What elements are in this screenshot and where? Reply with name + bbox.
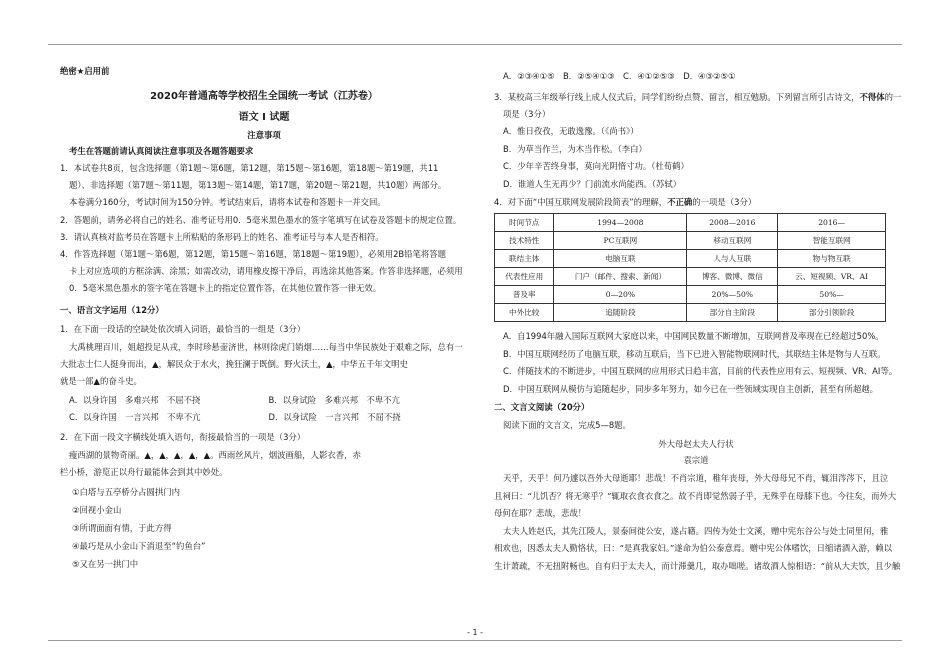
exam-subtitle: 语文 I 试题: [238, 112, 290, 123]
right-column: [494, 66, 902, 576]
notes-list: [60, 160, 468, 298]
sentence-item: ⑤又在另一拱门中: [72, 558, 139, 569]
table-row: [495, 304, 886, 322]
option-b: B．为草当作兰，为木当作松。（李白）: [503, 143, 647, 154]
table-cell: PC互联网: [554, 232, 687, 250]
essay-line: 生计萧疏，不无扭附畅也。自有归于太夫人，而计滞羹几，取办咄嗟。诸故酒人惊相语：“前从大夫饮，且少触: [494, 560, 901, 571]
table-cell: 智能互联网: [778, 232, 886, 250]
question-3-options: [494, 123, 898, 193]
note-line: 2．答题前，请务必将自己的姓名、准考证号用0．5毫米黑色墨水的签字笔填写在试卷及答题卡的规定位置。: [60, 214, 462, 225]
table-cell: 博客、微博、微信: [687, 268, 778, 286]
note-line: 3．请认真核对监考员在答题卡上所粘贴的条形码上的姓名、准考证号与本人是否相符。: [60, 231, 384, 242]
page-number: - 1 -: [467, 628, 483, 637]
table-cell: 门户（邮件、搜索、新闻）: [554, 268, 687, 286]
essay-line: 相欢也，因悉太夫人勤恪状，曰：“是真我家妇。”遂命为伯公泰意焉。赠中宪公体嗜饮，日缩诸酒入游，赖以: [494, 543, 892, 554]
table-cell: 追随阶段: [554, 304, 687, 322]
passage-line: 栏小桥，游览正以舟行最能体会到其中妙处。: [60, 466, 228, 477]
top-rule: [48, 44, 902, 45]
essay-line: 天乎，天乎！何乃遽以吾外大母逝耶！悲哉！不肖宗道，稚年丧母，外大母母兄不肖，辄泪涔涔下，且泣: [503, 473, 889, 483]
internet-stage-table: [494, 213, 886, 322]
essay-body: [494, 470, 901, 576]
table-cell: 时间节点: [495, 214, 554, 232]
passage-line: 大批志士仁人挺身而出，▲，解民众于水火，挽狂澜于既倒。野火沃土，▲，中华五千年文明史: [60, 358, 408, 369]
option-a: A．以身许国 多难兴邦 不屈不挠: [69, 394, 201, 405]
note-line: 卡上对应选项的方框涂满、涂黑；如需改动，请用橡皮擦干净后，再选涂其他答案。作答非选择题，必须用: [69, 266, 463, 277]
table-cell: 2008—2016: [687, 214, 778, 232]
option-b: B．以身试险 多难兴邦 不卑不亢: [268, 394, 400, 405]
passage-line: 瘦西湖的景物奇丽。▲，▲，▲，▲，▲。西雨丝风片，烟波画船，人影衣香，赤: [69, 449, 361, 460]
option-c: C．少年辛苦终身事，莫向光阴惰寸功。（杜荀鹤）: [503, 161, 689, 171]
option-a: A．惟日孜孜，无敢逸豫。（《尚书》）: [503, 126, 639, 136]
table-cell: 中外比较: [495, 304, 554, 322]
stem-text: 的一: [884, 92, 902, 102]
question-1-stem: 1．在下面一段话的空缺处依次填入词语，最恰当的一组是（3分）: [60, 323, 306, 334]
question-2-stem: 2．在下面一段文字横线处填入语句，衔接最恰当的一项是（3分）: [60, 431, 306, 442]
stem-text: 4．对下面“中国互联网发展阶段简表”的理解，: [494, 197, 668, 207]
note-line: 本卷满分160分，考试时间为150分钟。考试结束后，请将本试卷和答题卡一并交回。: [69, 197, 386, 208]
note-line: 0．5毫米黑色墨水的签字笔在答题卡上的指定位置作答，在其他位置作答一律无效。: [69, 283, 382, 294]
table-cell: 部分自主阶段: [687, 304, 778, 322]
stem-text: 3．某校高三年级举行线上成人仪式后，同学们纷纷点赞、留言，相互勉励。下列留言所引古诗文，: [494, 92, 860, 102]
passage-line: 大禹桃理百川，姐超投足从戎，李时珍悬壶济世，林则徐虎门销烟……每当中华民族处于艰难之际，总有一: [69, 341, 463, 352]
option-b: B．中国互联网经历了电脑互联，移动互联后，当下已进入智能物联网时代，其联结主体是物与人互联。: [503, 348, 886, 359]
stem-emphasis: 不正确: [667, 197, 693, 207]
question-3-stem: [494, 90, 902, 104]
option-d: D．以身试险 一言兴邦 不屈不挠: [268, 411, 401, 422]
table-cell: 0—20%: [554, 286, 687, 304]
table-row: [495, 232, 886, 250]
note-line: 题）、非选择题（第7题～第11题，第13题～第14题，第17题，第20题～第21题，共10题）两部分。: [69, 180, 447, 191]
table-cell: 联结主体: [495, 250, 554, 268]
question-2-passage: [60, 447, 468, 481]
table-cell: 2016—: [778, 214, 886, 232]
table-cell: 电脑互联: [554, 250, 687, 268]
sentence-item: ④最巧是从小金山下消退至“钓鱼台”: [72, 540, 206, 551]
table-cell: 物与物互联: [778, 250, 886, 268]
table-row: [495, 286, 886, 304]
notes-heading: 注意事项: [247, 130, 281, 140]
table-row: [495, 268, 886, 286]
table-cell: 云、短视频、VR、AI: [778, 268, 886, 286]
sentence-item: ①白塔与五亭桥分占圆拱门内: [72, 486, 181, 497]
table-cell: 20%—50%: [687, 286, 778, 304]
table-cell: 移动互联网: [687, 232, 778, 250]
option-c: C．以身许国 一言兴邦 不卑不亢: [69, 411, 201, 422]
question-4-stem: [494, 195, 898, 209]
table-cell: 50%—: [778, 286, 886, 304]
confidential-label: 绝密★启用前: [60, 66, 110, 76]
table-cell: 普及率: [495, 286, 554, 304]
essay-line: 且祠曰：“儿饥否？将无寒乎？”辄取衣食衣食之。故不肖即觉然弱子乎，无殊乎在母膝下也。今往矣，而外大: [494, 490, 897, 501]
essay-title: 外大母赵太夫人行状: [658, 439, 734, 449]
table-cell: 代表性应用: [495, 268, 554, 286]
bottom-rule: [48, 640, 902, 641]
table-row: [495, 214, 886, 232]
table-cell: 部分引领阶段: [778, 304, 886, 322]
essay-line: 太夫人姓赵氏，其先江陵人，景泰间徙公安，遂占籍。四传为处士文溪，赠中宪东谷公与处士同里闬，雅: [503, 525, 889, 536]
sentence-item: ②回视小金山: [72, 504, 122, 515]
section-1-heading: 一、语言文字运用（12分）: [60, 304, 164, 315]
table-cell: 技术特性: [495, 232, 554, 250]
section-2-heading: 二、文言文阅读（20分）: [494, 402, 590, 412]
question-1-options: [60, 392, 468, 426]
question-3-stem-cont: 项是（3分）: [503, 109, 551, 119]
question-4-options: [494, 328, 898, 398]
option-d: D．中国互联网从模仿与追随起步，同步多年努力，如今已在一些领域实现自主创新，甚至有所超越。: [503, 383, 878, 394]
notes-intro: 考生在答题前请认真阅读注意事项及各题答题要求: [69, 146, 254, 156]
option-c: C．伴随技术的不断进步，中国互联网的应用形式日趋丰富，目前的代表性应用有云、短视频、VR、AI等。: [503, 366, 898, 376]
sentence-item: ③所谓面面有情，于此方得: [72, 522, 172, 533]
question-2-items: [60, 483, 468, 573]
option-a: A．自1994年融入国际互联网大家庭以来，中国网民数量不断增加，互联网普及率现在已经超过50%。: [503, 331, 884, 341]
question-1-passage: [60, 339, 468, 390]
question-2-options: A．②③④①⑤ B．②⑤④①③ C．④①②⑤③ D．④③②⑤①: [503, 71, 736, 81]
option-d: D．谁道人生无再少？门前流水尚能西。（苏轼）: [503, 178, 682, 189]
note-line: 4．作答选择题（第1题～第6题，第12题，第15题～第16题，第18题～第19题），必须用2B铅笔将答题: [60, 249, 447, 260]
passage-line: 就是一部▲的奋斗史。: [60, 375, 142, 386]
stem-emphasis: 不得体: [859, 92, 885, 102]
table-cell: 人与人互联: [687, 250, 778, 268]
reading-instruction: 阅读下面的文言文，完成5—8题。: [503, 420, 631, 430]
note-line: 1．本试卷共8页，包含选择题（第1题～第6题，第12题，第15题～第16题，第18题～第19题，共11: [60, 163, 439, 173]
table-cell: 1994—2008: [554, 214, 687, 232]
essay-line: 母何在耶？悲哉，悲哉！: [494, 508, 587, 519]
left-column: [60, 66, 468, 573]
exam-title: 2020年普通高等学校招生全国统一考试（江苏卷）: [150, 91, 378, 102]
table-row: [495, 250, 886, 268]
stem-text: 的一项是（3分）: [692, 197, 757, 207]
essay-author: 袁宗道: [683, 455, 709, 465]
